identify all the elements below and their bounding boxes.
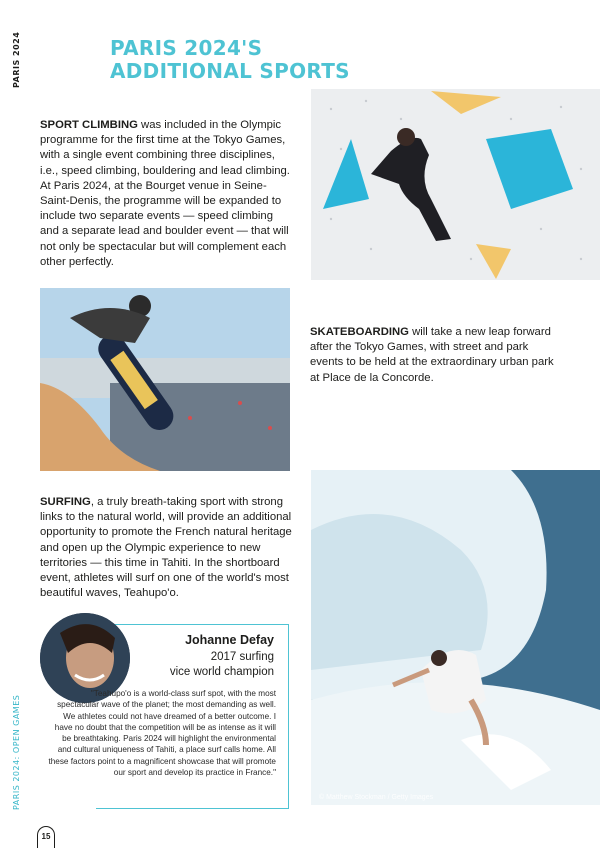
skateboarding-body: will take a new leap forward after the Tokyo Games, with street and park events to be held at the extraordinary urban park at Place de la Concorde.	[310, 326, 554, 384]
page-number: 15	[37, 826, 55, 848]
surfing-body: , a truly breath-taking sport with strong links to the natural world, will provide an additional opportunity to promote the French natural heritage and open up the Olympic experience to new territories — this time in Tahiti. In the shortboard event, athletes will surf on one of the world's most beautiful waves, Teahupo'o.	[40, 496, 292, 600]
skateboarding-paragraph	[310, 325, 560, 386]
sport-climbing-paragraph	[40, 118, 290, 270]
page-title-line-1: PARIS 2024'S	[110, 36, 263, 60]
surfing-photo-credit: © Matthew Stockman / Getty Images	[319, 794, 434, 801]
surfing-photo	[311, 470, 600, 805]
side-label-top: PARIS 2024	[12, 31, 21, 88]
quote-author-name: Johanne Defay	[185, 633, 274, 647]
sport-climbing-body: was included in the Olympic programme for the first time at the Tokyo Games, with a single event combining three disciplines, i.e., speed climbing, bouldering and lead climbing. At Paris 2024, at the Bourget venue in Seine-Saint-Denis, the programme will be expanded to include two separate events — speed climbing and a separate lead and boulder event — that will not only be spectacular but will complement each other perfectly.	[40, 119, 290, 268]
side-label-bottom: PARIS 2024: OPEN GAMES	[12, 694, 21, 810]
quote-author-role-1: 2017 surfing	[210, 651, 274, 663]
skateboarding-heading: SKATEBOARDING	[310, 326, 409, 338]
quote-text: "Teahupo'o is a world-class surf spot, with the most spectacular wave of the planet; the most demanding as well. We athletes could not have dreamed of a better outcome. I have no doubt that the competition will be as intense as it will be breathtaking. Paris 2024 will highlight the environmental and cultural uniqueness of Tahiti, a place surf calls home. All these factors point to a magnificent showcase that will promote our sport and develop its practice in France."	[48, 689, 276, 778]
quote-author-role-2: vice world champion	[169, 666, 274, 678]
sport-climbing-photo	[311, 89, 600, 280]
climbing-wall-illustration	[311, 89, 600, 280]
surfing-heading: SURFING	[40, 496, 91, 508]
skate-park-illustration	[40, 288, 290, 471]
sport-climbing-heading: SPORT CLIMBING	[40, 119, 138, 131]
page-title-line-2: ADDITIONAL SPORTS	[110, 59, 350, 83]
page-title	[110, 37, 370, 83]
skateboarding-photo	[40, 288, 290, 471]
surfing-paragraph	[40, 495, 296, 601]
surf-wave-illustration	[311, 470, 600, 805]
